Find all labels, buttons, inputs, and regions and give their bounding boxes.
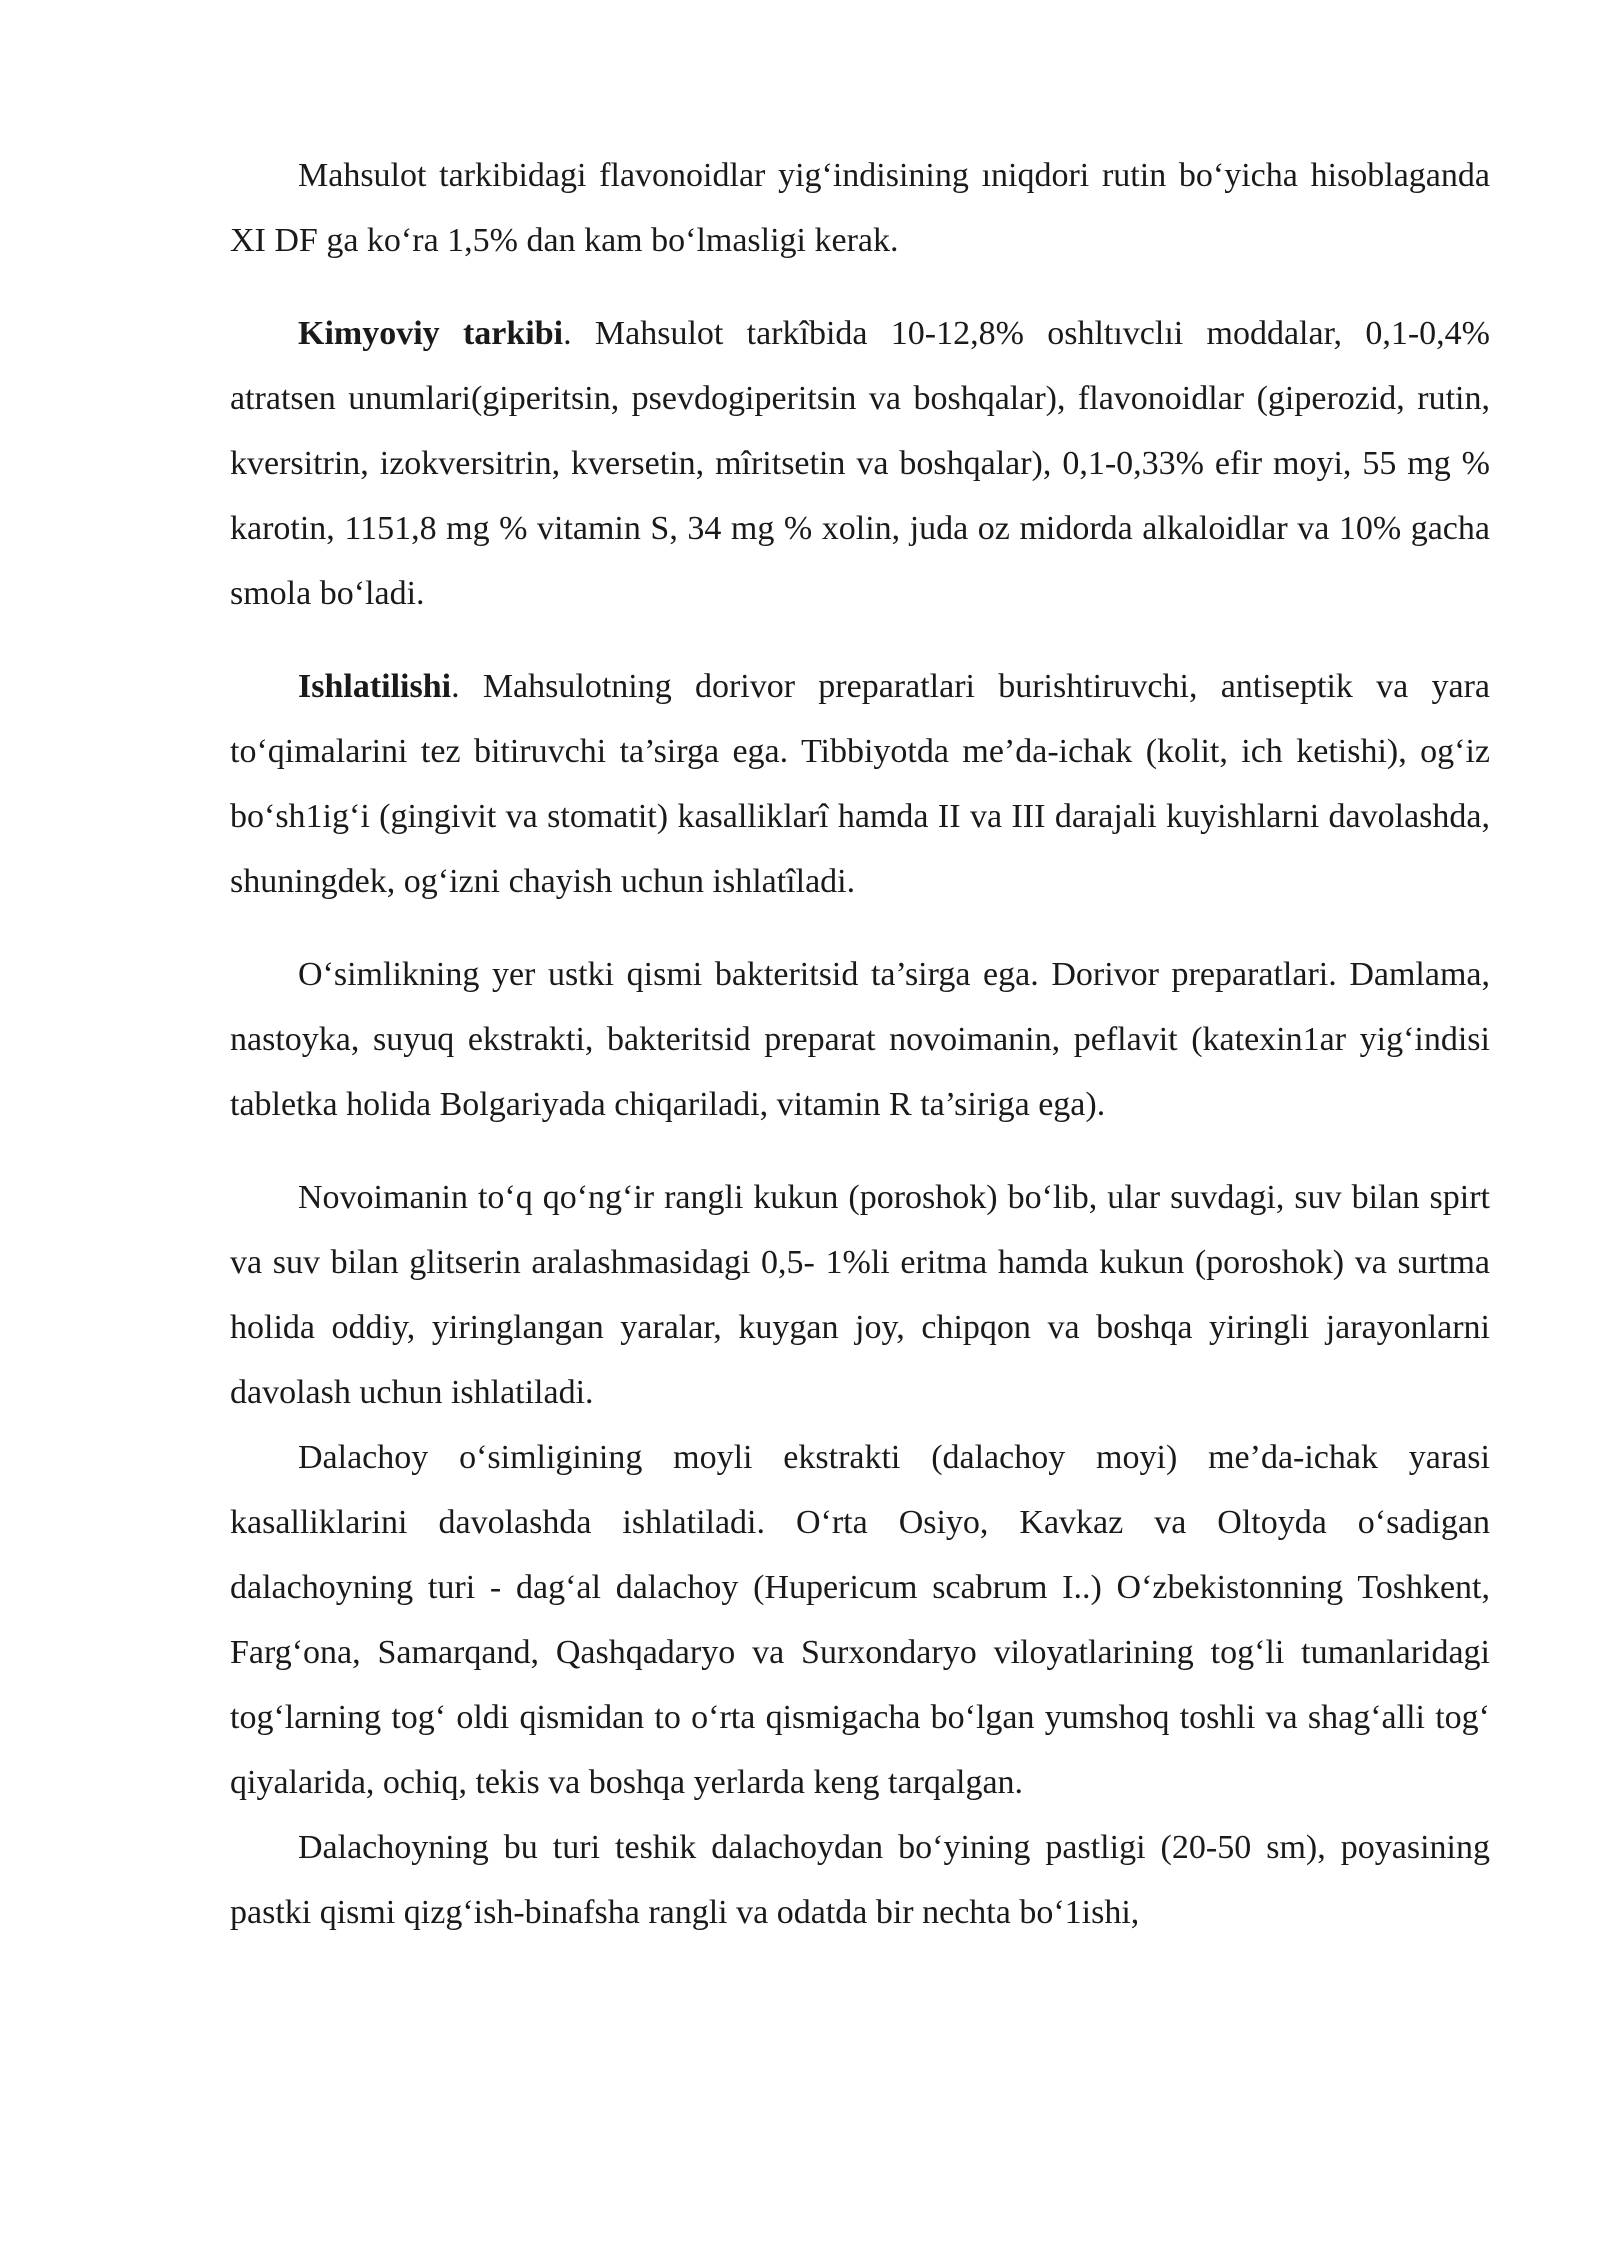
paragraph-bactericidal (230, 942, 1490, 1137)
document-page (230, 143, 1490, 1945)
paragraph-flavonoid-content (230, 143, 1490, 273)
paragraph-text: . Mahsulotning dorivor preparatlari burishtiruvchi, antiseptik va yara to‘qimalarini tez bitiruvchi ta’sirga ega. Tibbiyotda me’da-ichak (kolit, ich ketishi), og‘iz bo‘sh1ig‘i (gingivit va stomatit) kasalliklarî hamda II va III darajali kuyishlarni davolashda, shuningdek, og‘izni chayish uchun ishlatîladi. (230, 668, 1490, 900)
paragraph-text: Novoimanin to‘q qo‘ng‘ir rangli kukun (poroshok) bo‘lib, ular suvdagi, suv bilan spirt va suv bilan glitserin aralashmasidagi 0,5- 1%li eritma hamda kukun (poroshok) va surtma holida oddiy, yiringlangan yaralar, kuygan joy, chipqon va boshqa yiringli jarayonlarni davolash uchun ishlatiladi. (230, 1179, 1490, 1411)
section-heading-usage: Ishlatilishi (298, 668, 452, 705)
paragraph-text: O‘simlikning yer ustki qismi bakteritsid ta’sirga ega. Dorivor preparatlari. Damlama, nastoyka, suyuq ekstrakti, bakteritsid preparat novoimanin, peflavit (katexin1ar yig‘indisi tabletka holida Bolgariyada chiqariladi, vitamin R ta’siriga ega). (230, 956, 1490, 1123)
paragraph-text: Dalachoy o‘simligining moyli ekstrakti (dalachoy moyi) me’da-ichak yarasi kasalliklarini davolashda ishlatiladi. O‘rta Osiyo, Kavkaz va Oltoyda o‘sadigan dalachoyning turi - dag‘al dalachoy (Hupericum scabrum I..) O‘zbekistonning Toshkent, Farg‘ona, Samarqand, Qashqadaryo va Surxondaryo viloyatlarining tog‘li tumanlaridagi tog‘larning tog‘ oldi qismidan to o‘rta qismigacha bo‘lgan yumshoq toshli va shag‘alli tog‘ qiyalarida, ochiq, tekis va boshqa yerlarda keng tarqalgan. (230, 1439, 1490, 1801)
section-heading-chemical-composition: Kimyoviy tarkibi (298, 315, 564, 352)
paragraph-oil-extract (230, 1425, 1490, 1815)
paragraph-novoimanin (230, 1165, 1490, 1425)
paragraph-text: . Mahsulot tarkîbida 10-12,8% oshltıvclıi moddalar, 0,1-0,4% atratsen unumlari(giperitsin, psevdogiperitsin va boshqalar), flavonoidlar (giperozid, rutin, kversitrin, izokversitrin, kversetin, mîritsetin va boshqalar), 0,1-0,33% efir moyi, 55 mg % karotin, 1151,8 mg % vitamin S, 34 mg % xolin, juda oz midorda alkaloidlar va 10% gacha smola bo‘ladi. (230, 315, 1490, 612)
paragraph-text: Mahsulot tarkibidagi flavonoidlar yig‘indisining ıniqdori rutin bo‘yicha hisoblaganda XI DF ga ko‘ra 1,5% dan kam bo‘lmasligi kerak. (230, 157, 1490, 259)
paragraph-chemical-composition (230, 301, 1490, 626)
paragraph-usage (230, 654, 1490, 914)
paragraph-text: Dalachoyning bu turi teshik dalachoydan bo‘yining pastligi (20-50 sm), poyasining pastki qismi qizg‘ish-binafsha rangli va odatda bir nechta bo‘1ishi, (230, 1829, 1490, 1931)
paragraph-species-description (230, 1815, 1490, 1945)
